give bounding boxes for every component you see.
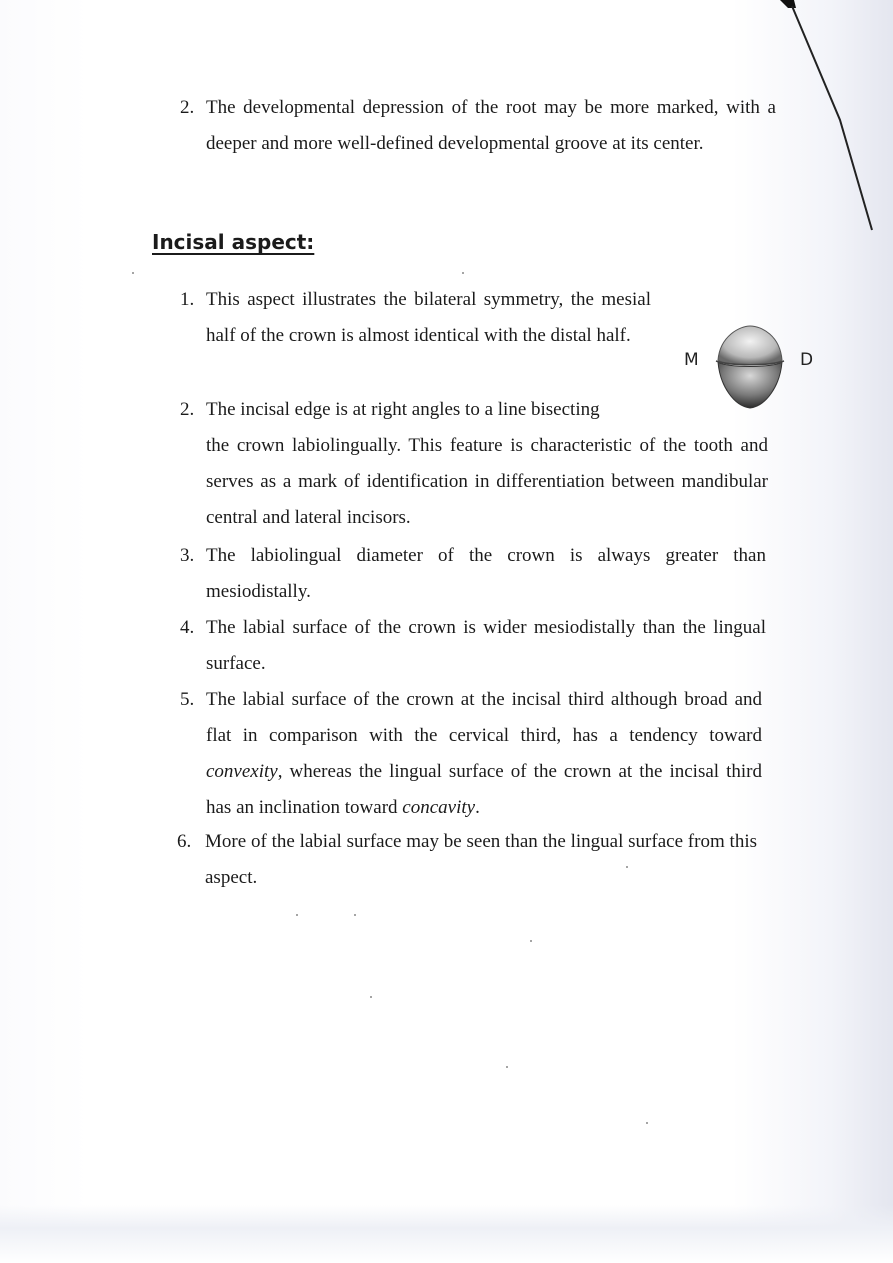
list-item — [180, 282, 655, 390]
item-text-part: The labial surface of the crown at the incisal third although broad and flat in comparison with the cervical third, has a tendency toward — [206, 689, 762, 746]
item-text: the crown labiolingually. This feature is characteristic of the tooth and serves as a mark of identification in differentiation between mandibular central and lateral incisors. — [206, 435, 768, 528]
scan-speck — [296, 914, 298, 916]
scan-speck — [530, 940, 532, 942]
item-number: 5. — [180, 689, 195, 710]
list-item — [180, 682, 770, 826]
item-text — [206, 682, 762, 826]
scan-speck — [506, 1066, 508, 1068]
list-item — [180, 538, 770, 610]
page-edge-shadow — [780, 0, 893, 240]
list-item — [177, 824, 772, 896]
scan-speck — [626, 866, 628, 868]
scan-speck — [646, 1122, 648, 1124]
item-text: The labiolingual diameter of the crown is always greater than mesiodistally. — [206, 545, 766, 602]
item-text: More of the labial surface may be seen than the lingual surface from this aspect. — [205, 831, 757, 888]
item-text-part: . — [475, 797, 480, 818]
item-number: 1. — [180, 289, 195, 310]
list-item — [180, 610, 770, 682]
item-text-part: , whereas the lingual surface of the crown at the incisal third has an inclination toward — [206, 761, 762, 818]
item-text-first-line: The incisal edge is at right angles to a line bisecting — [206, 399, 600, 420]
distal-label: D — [800, 350, 814, 370]
scan-speck — [462, 272, 464, 274]
item-number: 3. — [180, 545, 195, 566]
item-text: This aspect illustrates the bilateral symmetry, the mesial half of the crown is almost identical with the distal half. — [206, 289, 651, 346]
emphasis-concavity: concavity — [402, 797, 476, 818]
section-heading: Incisal aspect: — [152, 230, 315, 254]
item-text: The labial surface of the crown is wider mesiodistally than the lingual surface. — [206, 617, 766, 674]
list-item — [180, 392, 770, 536]
scan-speck — [354, 914, 356, 916]
list-item — [180, 90, 780, 200]
item-number: 2. — [180, 399, 195, 420]
item-number: 2. — [180, 97, 195, 118]
item-text: The developmental depression of the root may be more marked, with a deeper and more well-defined developmental groove at its center. — [206, 97, 776, 154]
item-number: 6. — [177, 831, 192, 852]
scan-speck — [132, 272, 134, 274]
mesial-label: M — [684, 350, 699, 370]
scan-speck — [370, 996, 372, 998]
page-bottom-shadow — [0, 1205, 893, 1263]
emphasis-convexity: convexity — [206, 761, 278, 782]
item-number: 4. — [180, 617, 195, 638]
